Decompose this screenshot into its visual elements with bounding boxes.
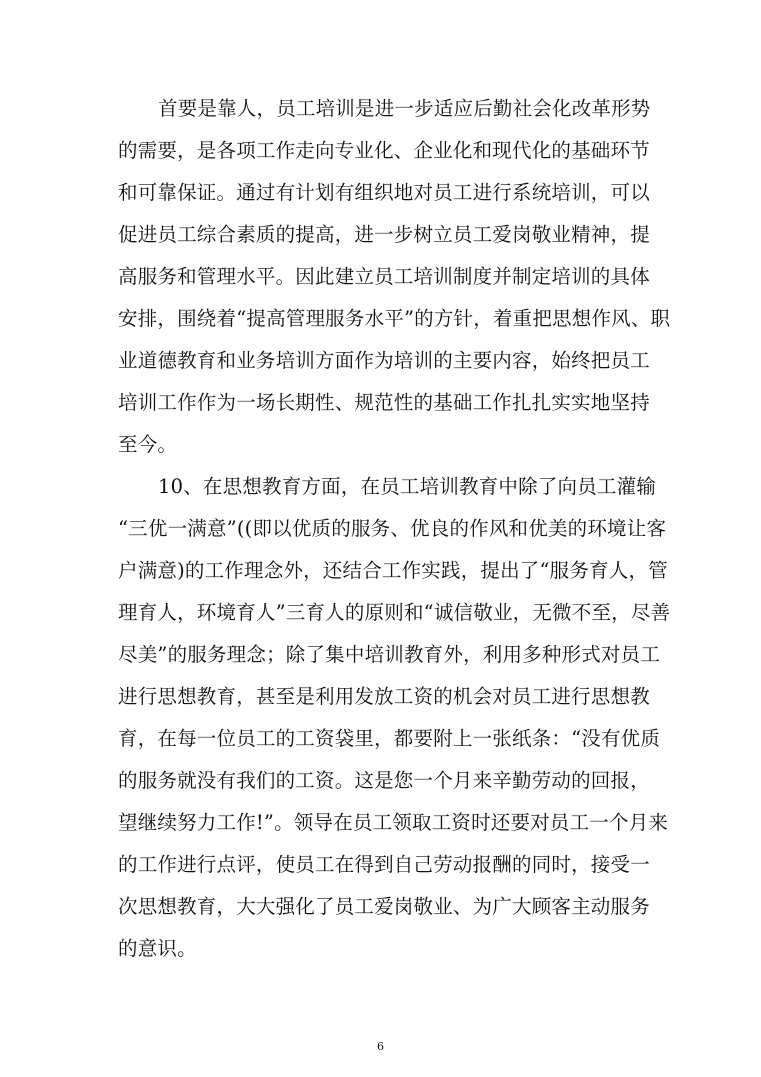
paragraph-2-line-10: 的工作进行点评，使员工在得到自己劳动报酬的同时，接受一 [118,853,650,876]
paragraph-2-line-9: 望继续努力工作!”。领导在员工领取工资时还要对员工一个月来 [118,811,669,834]
paragraph-2-line-11: 次思想教育，大大强化了员工爱岗敬业、为广大顾客主动服务 [118,895,650,918]
paragraph-1-line-4: 促进员工综合素质的提高，进一步树立员工爱岗敬业精神，提 [118,223,650,246]
paragraph-2-line-12: 的意识。 [118,937,197,960]
paragraph-2-line-2: “三优一满意”((即以优质的服务、优良的作风和优美的环境让客 [118,517,667,540]
paragraph-1-line-5: 高服务和管理水平。因此建立员工培训制度并制定培训的具体 [118,265,650,288]
paragraph-2-line-3: 户满意)的工作理念外，还结合工作实践，提出了“服务育人，管 [118,559,668,582]
page-number: 6 [377,1040,384,1053]
paragraph-1-line-8: 培训工作作为一场长期性、规范性的基础工作扎扎实实地坚持 [118,391,650,414]
paragraph-2-line-1: 10、在思想教育方面，在员工培训教育中除了向员工灌输 [158,475,657,498]
paragraph-2-line-8: 的服务就没有我们的工资。这是您一个月来辛勤劳动的回报， [118,769,650,792]
paragraph-2-line-6: 进行思想教育，甚至是利用发放工资的机会对员工进行思想教 [118,685,650,708]
paragraph-1-line-7: 业道德教育和业务培训方面作为培训的主要内容，始终把员工 [118,349,650,372]
paragraph-2-line-7: 育，在每一位员工的工资袋里，都要附上一张纸条：“没有优质 [118,727,661,750]
paragraph-2-line-5: 尽美”的服务理念；除了集中培训教育外，利用多种形式对员工 [118,643,661,666]
paragraph-1-line-1: 首要是靠人，员工培训是进一步适应后勤社会化改革形势 [158,97,651,120]
paragraph-2-line-4: 理育人，环境育人”三育人的原则和“诚信敬业，无微不至，尽善 [118,601,671,624]
paragraph-1-line-9: 至今。 [118,433,178,456]
paragraph-1-line-3: 和可靠保证。通过有计划有组织地对员工进行系统培训，可以 [118,181,650,204]
paragraph-1-line-6: 安排，围绕着“提高管理服务水平”的方针，着重把思想作风、职 [118,307,671,330]
paragraph-1-line-2: 的需要，是各项工作走向专业化、企业化和现代化的基础环节 [118,139,650,162]
